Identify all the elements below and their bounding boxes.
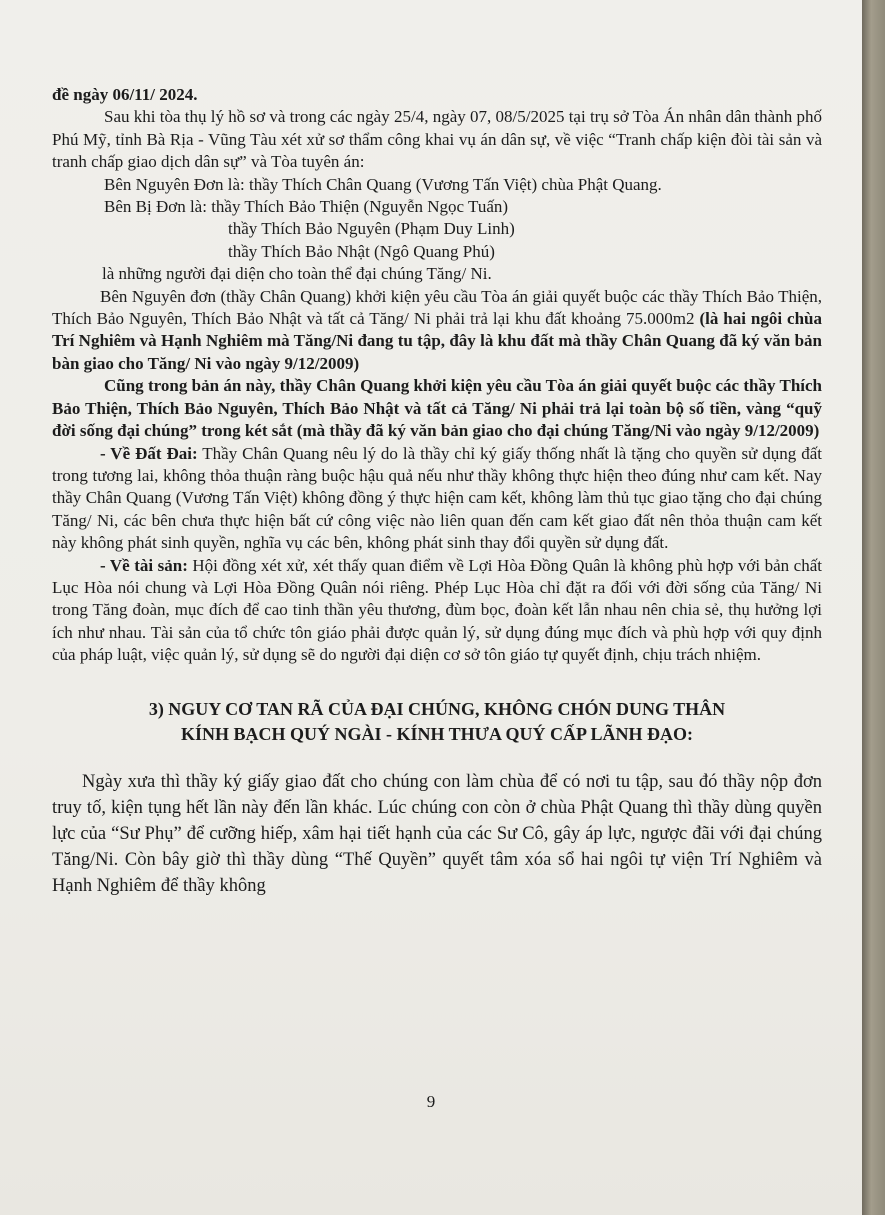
section-body-paragraph: Ngày xưa thì thầy ký giấy giao đất cho chúng con làm chùa để có nơi tu tập, sau đó thầy nộp đơn truy tố, kiện tụng hết lần này đến lần khác. Lúc chúng con còn ở chùa Phật Quang thì thầy dùng quyền lực của “Sư Phụ” để cưỡng hiếp, xâm hại tiết hạnh của các Sư Cô, gây áp lực, ngược đãi với đại chúng Tăng/Ni. Còn bây giờ thì thầy dùng “Thế Quyền” quyết tâm xóa sổ hai ngôi tự viện Trí Nghiêm và Hạnh Nghiêm để thầy không	[52, 771, 822, 896]
asset-ruling-label: - Về tài sản:	[100, 555, 188, 575]
money-claim-paragraph: Cũng trong bản án này, thầy Chân Quang khởi kiện yêu cầu Tòa án giải quyết buộc các thầy Thích Bảo Thiện, Thích Bảo Nguyên, Thích Bảo Nhật và tất cả Tăng/ Ni phải trả lại toàn bộ số tiền, vàng “quỹ đời sống đại chúng” trong két sắt (mà thầy đã ký văn bản giao cho đại chúng Tăng/Ni vào ngày 9/12/2009)	[52, 376, 822, 441]
land-ruling-text: Thầy Chân Quang nêu lý do là thầy chỉ ký giấy thống nhất là tặng cho quyền sử dụng đất trong tương lai, không thỏa thuận ràng buộc hậu quả nếu như thầy không thực hiện theo đúng như cam kết. Nay thầy Chân Quang (Vương Tấn Việt) không đồng ý thực hiện cam kết, không làm thủ tục giao tặng cho đại chúng Tăng/ Ni, các bên chưa thực hiện bất cứ công việc nào liên quan đến cam kết giao đất nên thỏa thuận cam kết này không phát sinh quyền, nghĩa vụ các bên, không phát sinh thay đổi quyền sử dụng đất.	[52, 443, 822, 553]
land-ruling-label: - Về Đất Đai:	[100, 443, 198, 463]
section-heading	[52, 697, 822, 747]
section-heading-line-1: 3) NGUY CƠ TAN RÃ CỦA ĐẠI CHÚNG, KHÔNG CHÓN DUNG THÂN	[148, 698, 726, 719]
page-edge-shadow	[862, 0, 885, 1215]
land-claim-text: Bên Nguyên đơn (thầy Chân Quang) khởi kiện yêu cầu Tòa án giải quyết buộc các thầy Thích Bảo Thiện, Thích Bảo Nguyên, Thích Bảo Nhật và tất cả Tăng/ Ni phải trả lại khu đất khoảng 75.000m2	[52, 286, 822, 329]
document-body	[52, 84, 822, 899]
intro-paragraph: Sau khi tòa thụ lý hồ sơ và trong các ngày 25/4, ngày 07, 08/5/2025 tại trụ sở Tòa Án nhân dân thành phố Phú Mỹ, tỉnh Bà Rịa - Vũng Tàu xét xử sơ thẩm công khai vụ án dân sự, về việc “Tranh chấp kiện đòi tài sản và tranh chấp giao dịch dân sự” và Tòa tuyên án:	[52, 107, 822, 172]
defendant-line-2: thầy Thích Bảo Nguyên (Phạm Duy Linh)	[228, 219, 515, 239]
land-ruling-paragraph	[52, 443, 822, 555]
defendant-line-1: Bên Bị Đơn là: thầy Thích Bảo Thiện (Nguyễn Ngọc Tuấn)	[104, 197, 509, 217]
defendant-line-3: thầy Thích Bảo Nhật (Ngô Quang Phú)	[228, 241, 495, 261]
date-line: đề ngày 06/11/ 2024.	[52, 85, 198, 104]
land-claim-paragraph	[52, 286, 822, 376]
representatives-line: là những người đại diện cho toàn thể đại chúng Tăng/ Ni.	[102, 264, 492, 284]
land-claim-bold: (là hai ngôi chùa Trí Nghiêm và Hạnh Nghiêm mà Tăng/Ni đang tu tập, đây là khu đất mà thầy Chân Quang đã ký văn bản bàn giao cho Tăng/ Ni vào ngày 9/12/2009)	[52, 309, 822, 373]
asset-ruling-paragraph	[52, 555, 822, 667]
asset-ruling-text: Hội đồng xét xử, xét thấy quan điểm về Lợi Hòa Đồng Quân là không phù hợp với bản chất Lục Hòa nói chung và Lợi Hòa Đồng Quân nói riêng. Phép Lục Hòa chỉ đặt ra đối với đời sống của Tăng/ Ni trong Tăng đoàn, mục đích để cao tinh thần yêu thương, đùm bọc, đoàn kết lẫn nhau nên chia sẻ, thụ hưởng lợi ích như nhau. Tài sản của tổ chức tôn giáo phải được quản lý, sử dụng đúng mục đích và phù hợp với quy định của pháp luật, việc quản lý, sử dụng sẽ do người đại diện cơ sở tôn giáo tự quyết định, chịu trách nhiệm.	[52, 555, 822, 665]
plaintiff-line: Bên Nguyên Đơn là: thầy Thích Chân Quang (Vương Tấn Việt) chùa Phật Quang.	[104, 174, 662, 194]
section-heading-line-2: KÍNH BẠCH QUÝ NGÀI - KÍNH THƯA QUÝ CẤP LÃNH ĐẠO:	[180, 723, 694, 744]
page-number: 9	[426, 1092, 436, 1111]
